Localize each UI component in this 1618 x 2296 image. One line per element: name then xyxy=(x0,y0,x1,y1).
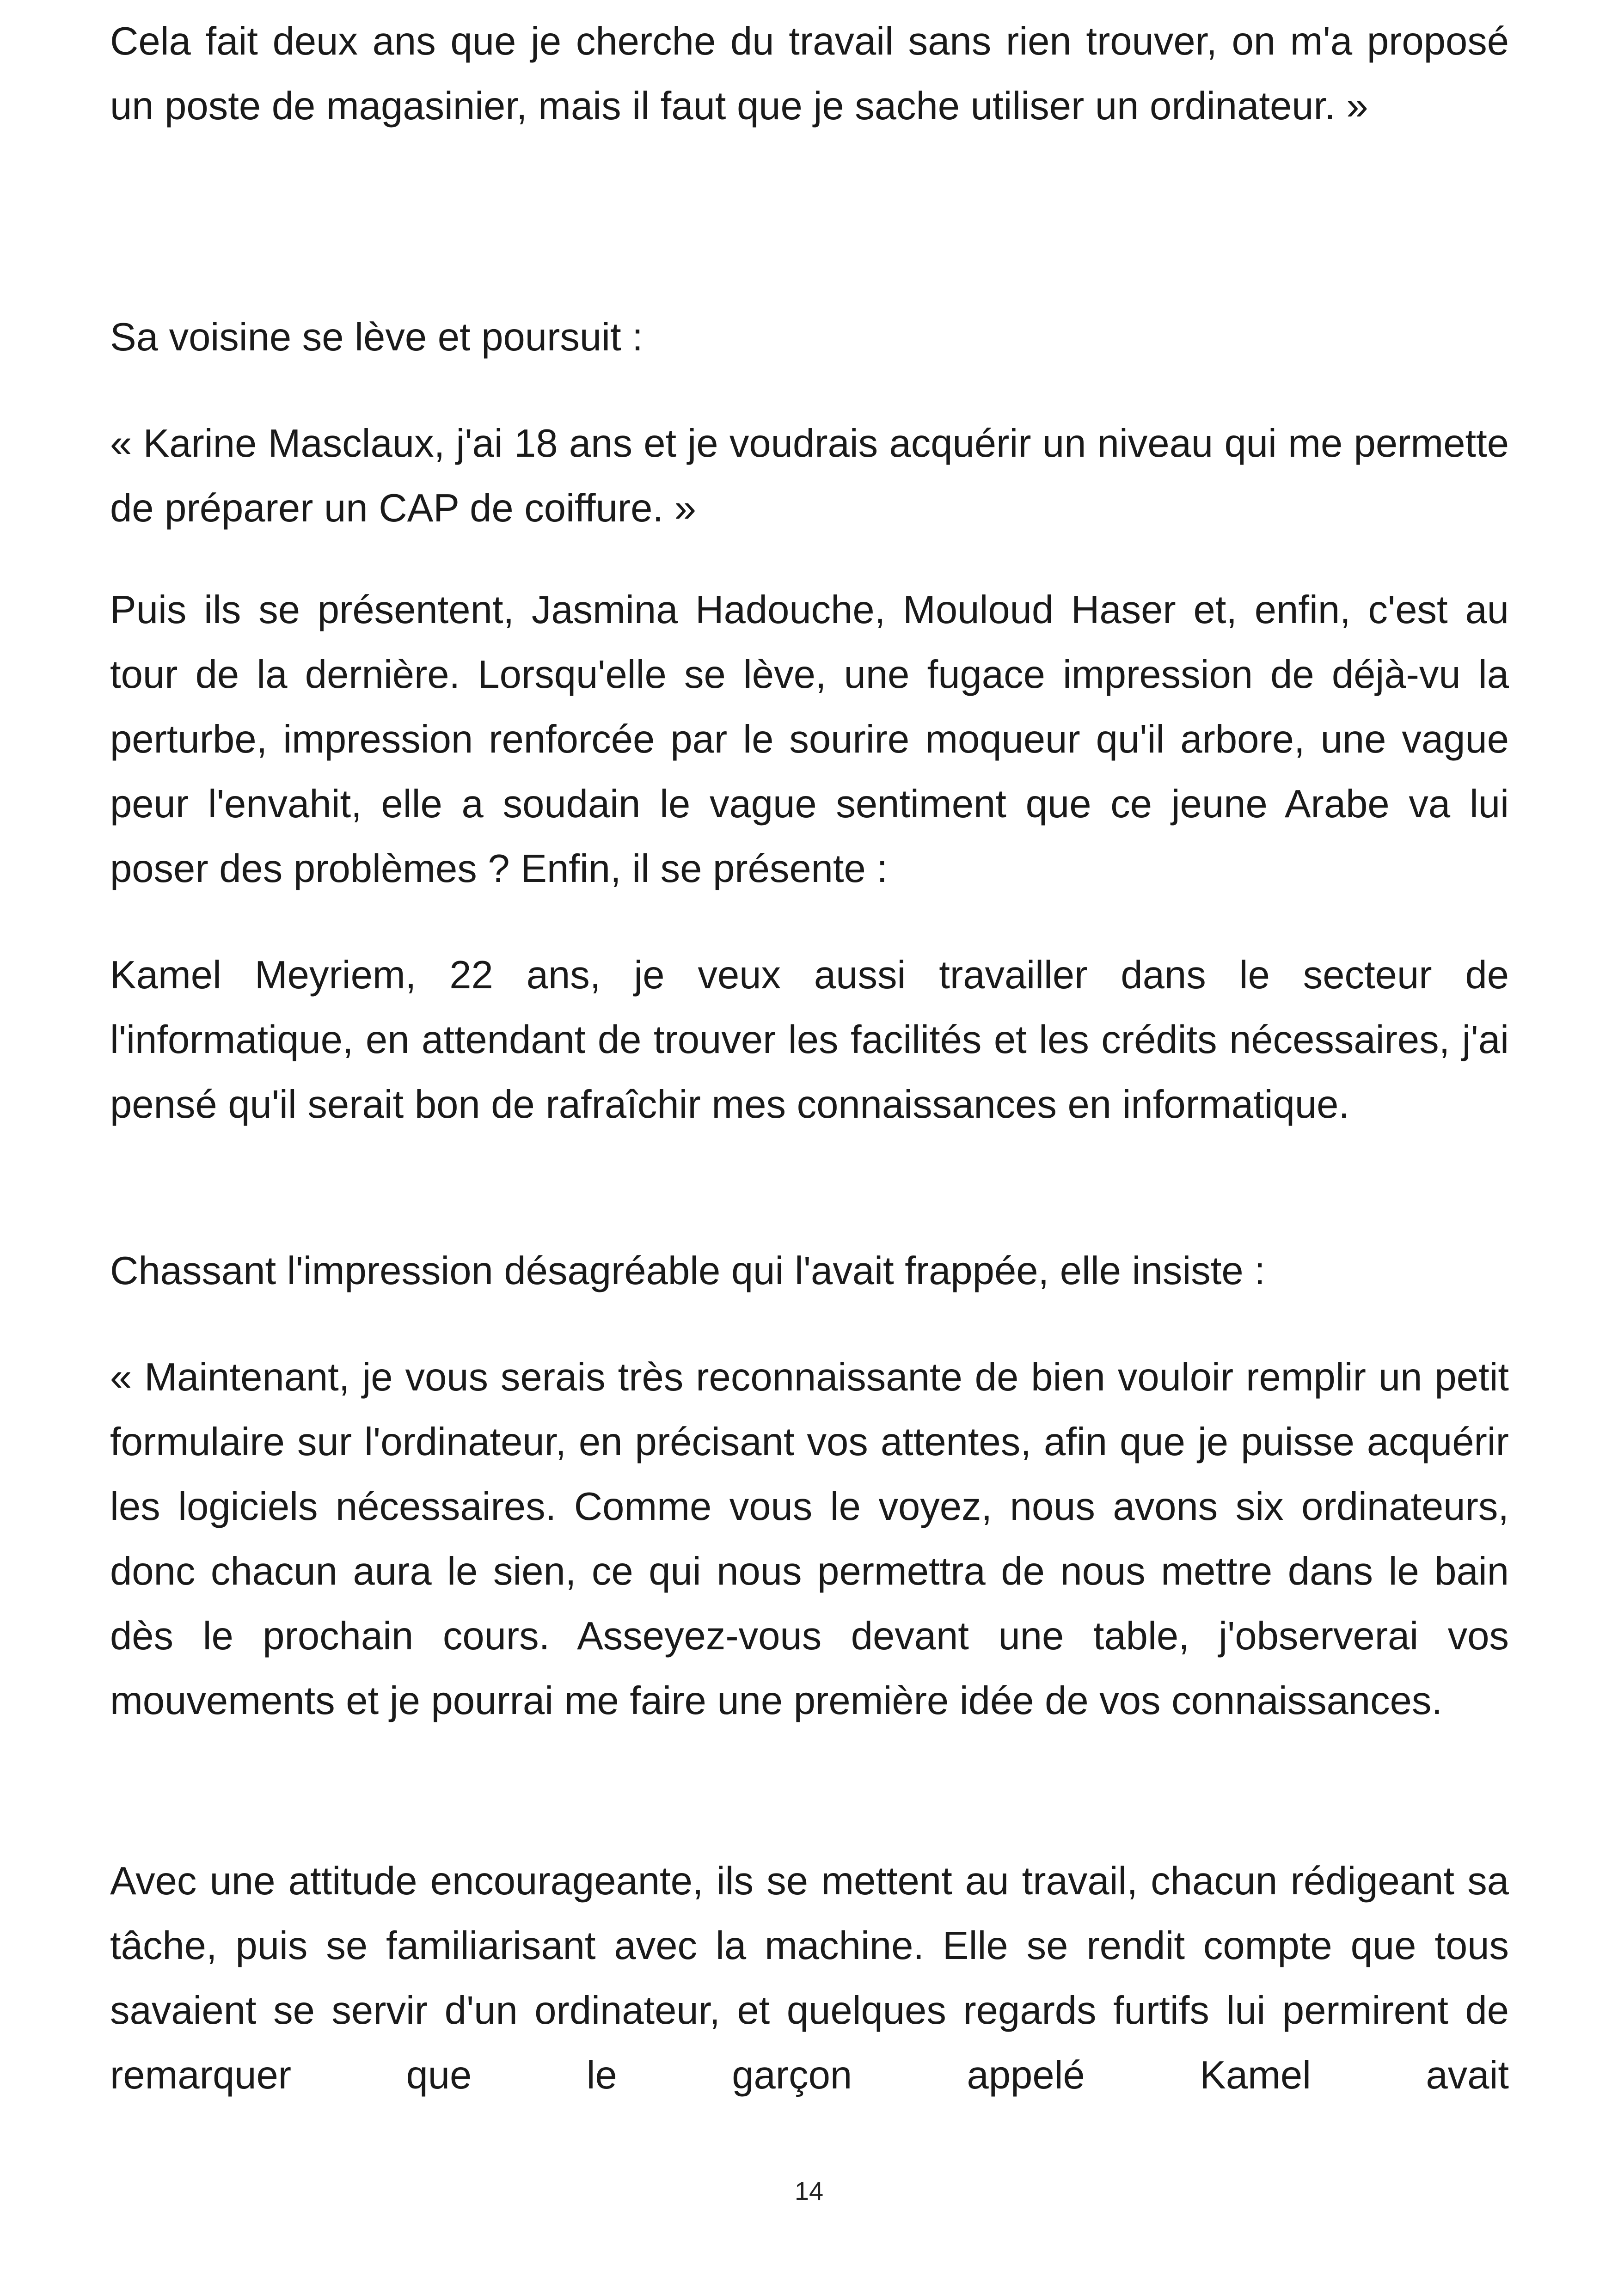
paragraph-7: « Maintenant, je vous serais très reconnaissante de bien vouloir remplir un petit formulaire sur l'ordinateur, en précisant vos attentes, afin que je puisse acquérir les logiciels nécessaires. Comme vous le voyez, nous avons six ordinateurs, donc chacun aura le sien, ce qui nous permettra de nous mettre dans le bain dès le prochain cours. Asseyez-vous devant une table, j'observerai vos mouvements et je pourrai me faire une première idée de vos connaissances. xyxy=(110,1355,1509,1723)
paragraph-4: Puis ils se présentent, Jasmina Hadouche, Mouloud Haser et, enfin, c'est au tour de la dernière. Lorsqu'elle se lève, une fugace impression de déjà-vu la perturbe, impression renforcée par le sourire moqueur qu'il arbore, une vague peur l'envahit, elle a soudain le vague sentiment que ce jeune Arabe va lui poser des problèmes ? Enfin, il se présente : xyxy=(110,588,1509,891)
paragraph-1: Cela fait deux ans que je cherche du travail sans rien trouver, on m'a proposé un poste de magasinier, mais il faut que je sache utiliser un ordinateur. » xyxy=(110,19,1509,128)
paragraph-8: Avec une attitude encourageante, ils se mettent au travail, chacun rédigeant sa tâche, puis se familiarisant avec la machine. Elle se rendit compte que tous savaient se servir d'un ordinateur, et quelques regards furtifs lui permirent de remarquer que le garçon appelé Kamel avait xyxy=(110,1859,1509,2097)
paragraph-3: « Karine Masclaux, j'ai 18 ans et je voudrais acquérir un niveau qui me permette de préparer un CAP de coiffure. » xyxy=(110,422,1509,530)
paragraph-2: Sa voisine se lève et poursuit : xyxy=(110,315,643,359)
paragraph-6: Chassant l'impression désagréable qui l'avait frappée, elle insiste : xyxy=(110,1249,1265,1293)
paragraph-5: Kamel Meyriem, 22 ans, je veux aussi travailler dans le secteur de l'informatique, en attendant de trouver les facilités et les crédits nécessaires, j'ai pensé qu'il serait bon de rafraîchir mes connaissances en informatique. xyxy=(110,953,1509,1127)
page-number: 14 xyxy=(794,2176,824,2205)
